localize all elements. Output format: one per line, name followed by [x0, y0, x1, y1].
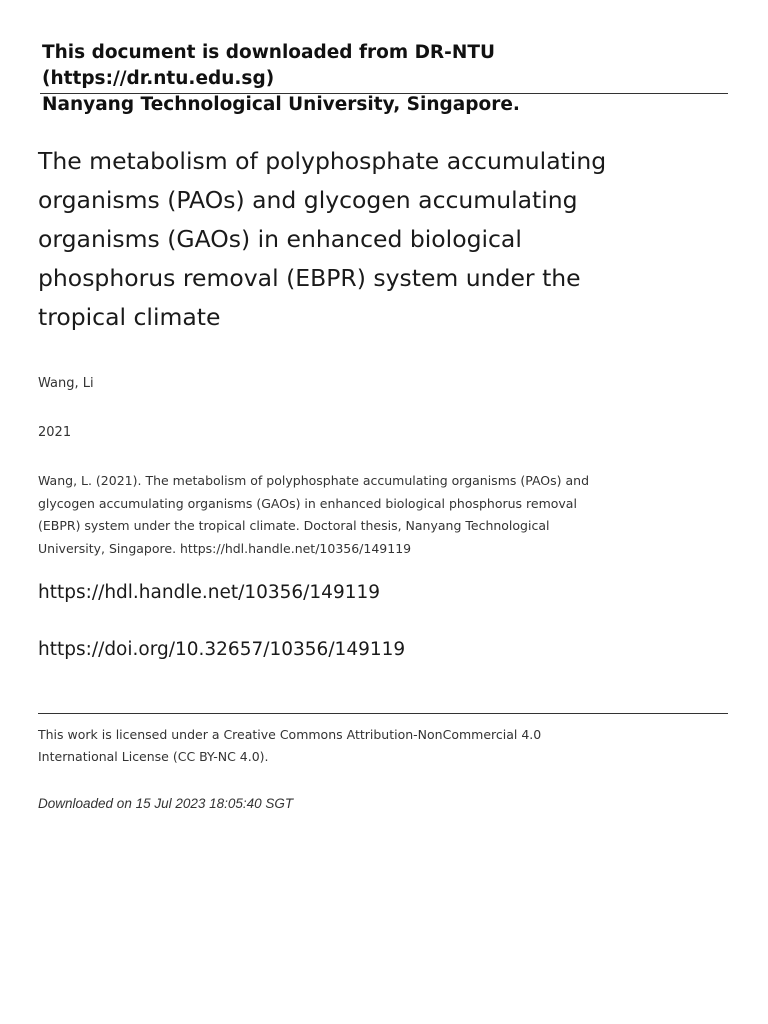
author-name: Wang, Li [38, 376, 94, 391]
repository-header [42, 40, 728, 118]
download-timestamp: Downloaded on 15 Jul 2023 18:05:40 SGT [38, 796, 294, 811]
header-institution-line: Nanyang Technological University, Singapore. [42, 94, 520, 115]
license-statement: This work is licensed under a Creative Commons Attribution-NonCommercial 4.0 International License (CC BY-NC 4.0). [38, 727, 542, 764]
citation-text: Wang, L. (2021). The metabolism of polyphosphate accumulating organisms (PAOs) and glycogen accumulating organisms (GAOs) in enhanced biological phosphorus removal (EBPR) system under the tropical climate. Doctoral thesis, Nanyang Technological University, Singapore. https://hdl.handle.net/10356/149119 [38, 473, 590, 556]
header-source-line: This document is downloaded from DR-NTU (https://dr.ntu.edu.sg) [42, 42, 495, 89]
publication-year: 2021 [38, 425, 72, 440]
header-divider [40, 93, 728, 94]
license-divider [38, 713, 728, 714]
handle-link[interactable]: https://hdl.handle.net/10356/149119 [38, 582, 381, 603]
doi-link[interactable]: https://doi.org/10.32657/10356/149119 [38, 639, 406, 660]
document-title: The metabolism of polyphosphate accumulating organisms (PAOs) and glycogen accumulating organisms (GAOs) in enhanced biological phosphorus removal (EBPR) system under the tropical climate [38, 147, 607, 331]
